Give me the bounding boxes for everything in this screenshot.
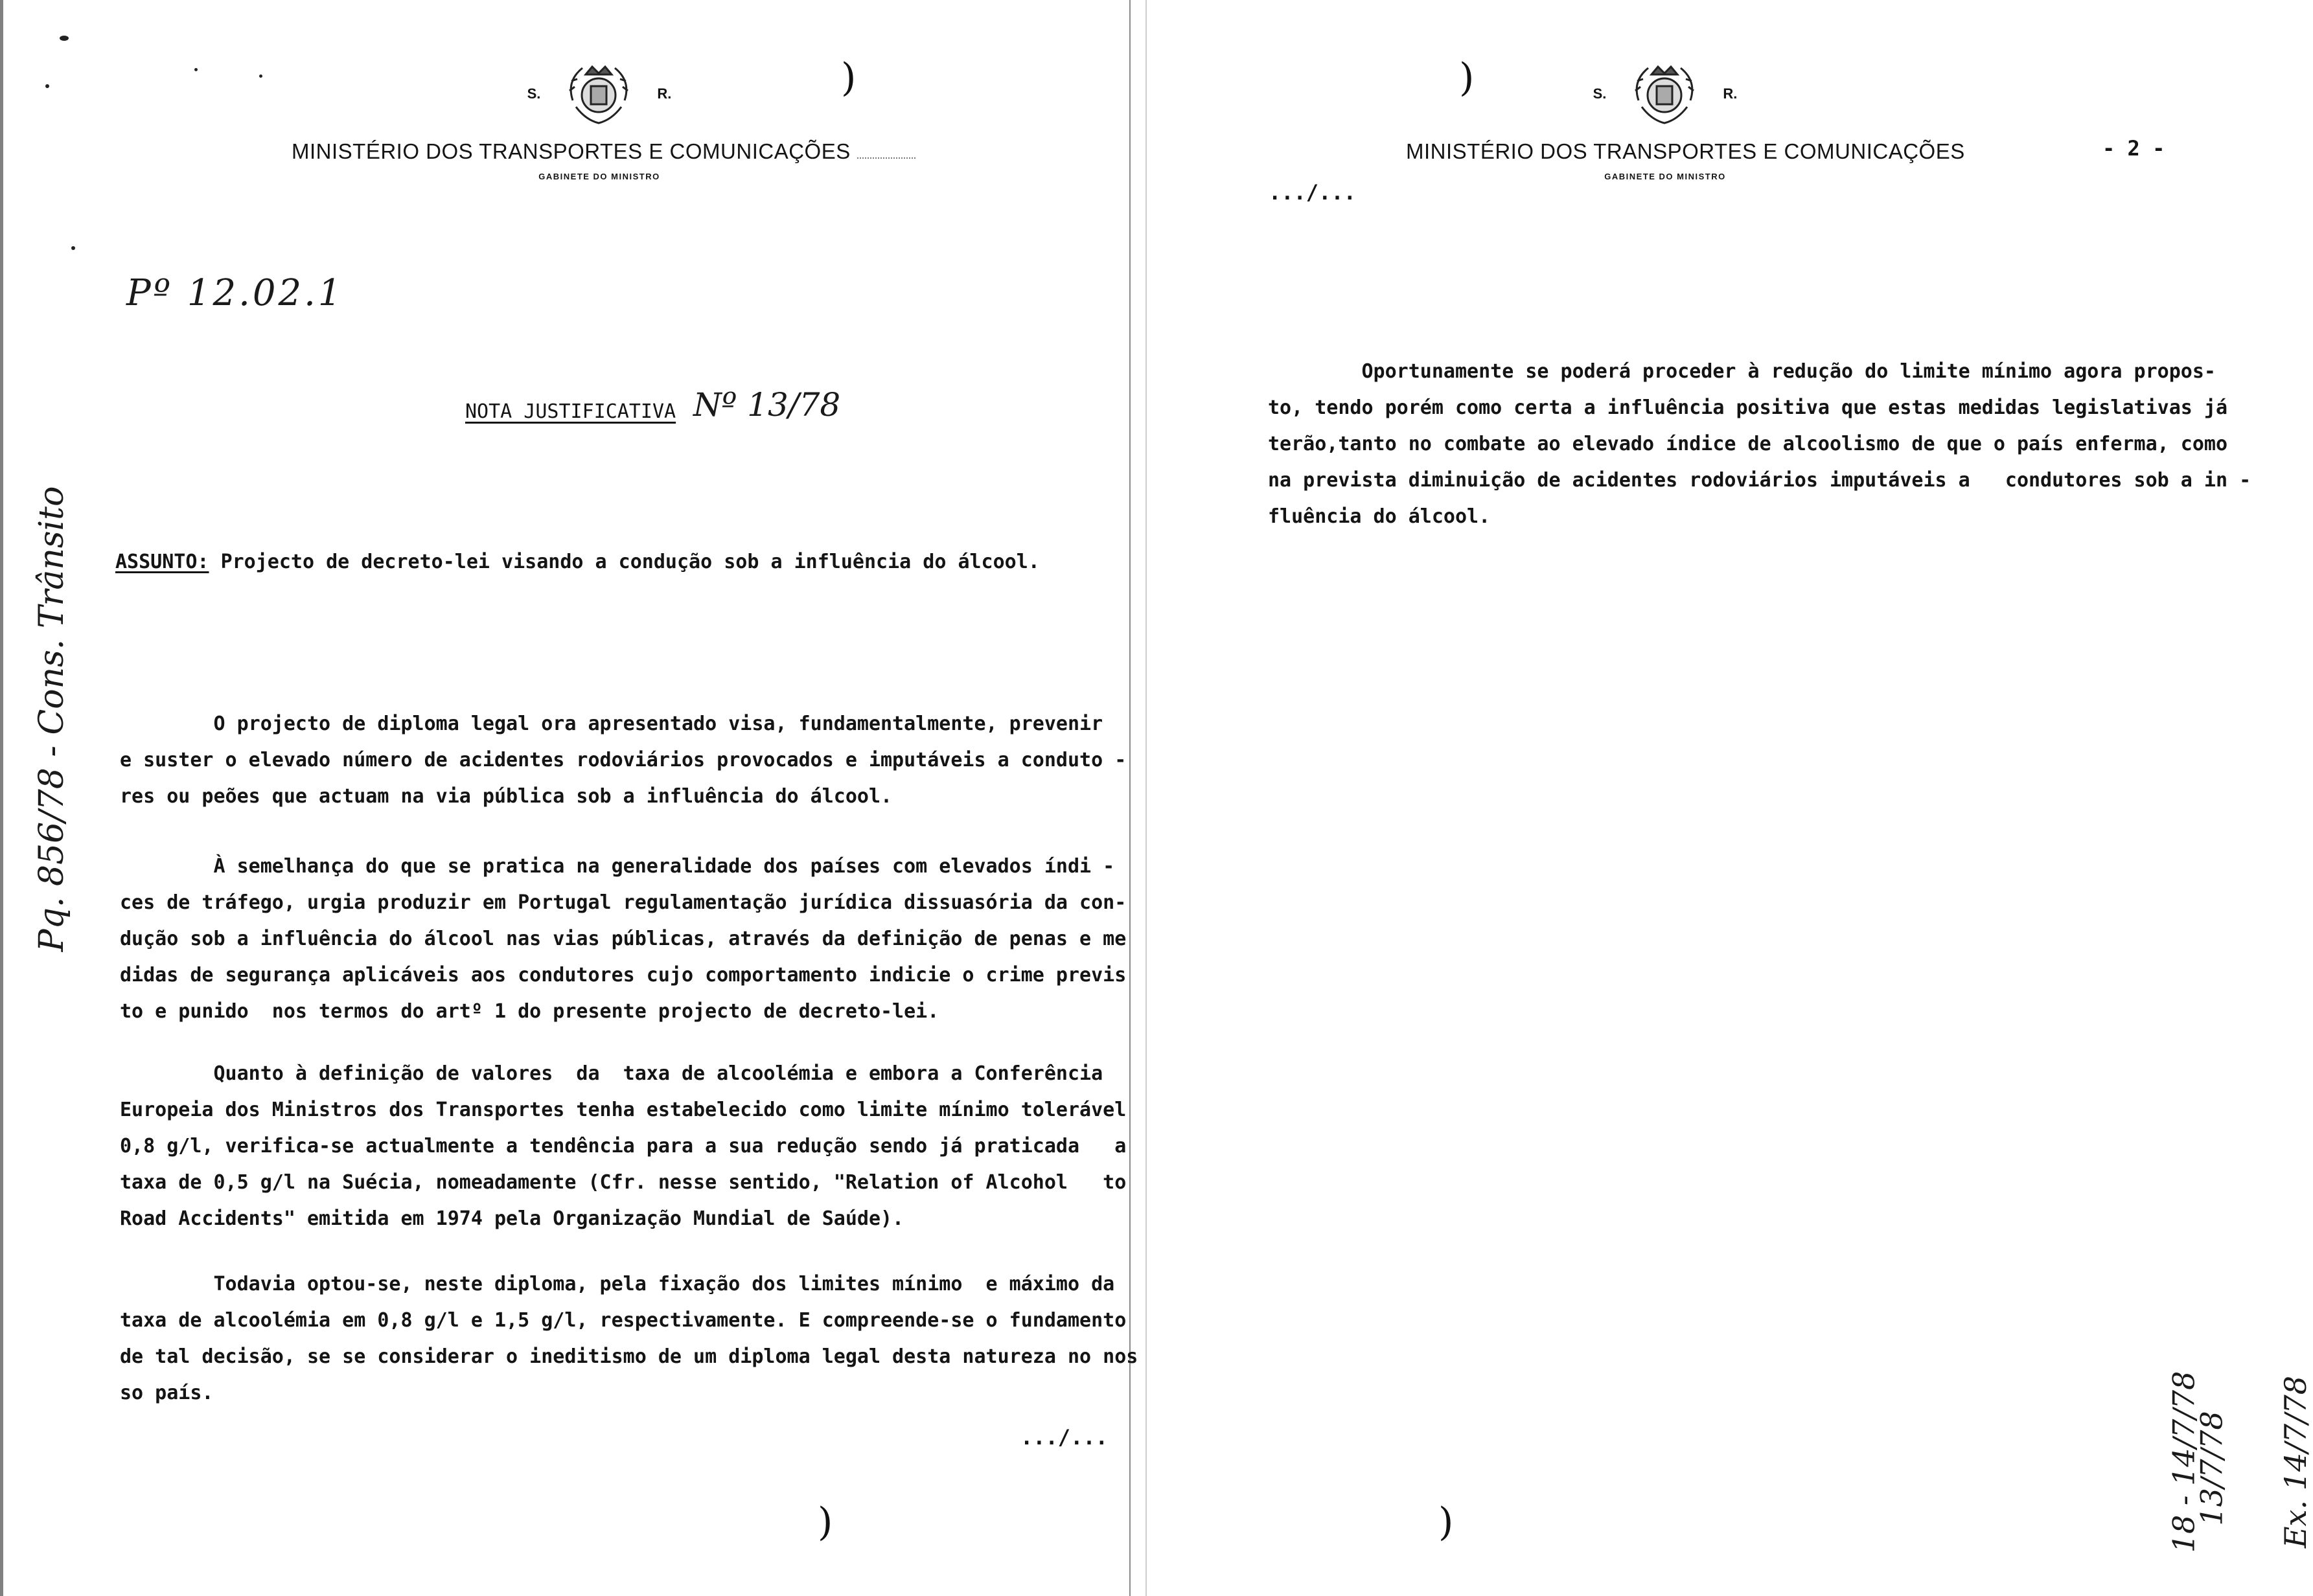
left-page — [0, 0, 1138, 1596]
handwritten-corner-note-2: 13/7/78 — [2194, 1411, 2229, 1526]
document-title: NOTA JUSTIFICATIVA — [465, 400, 676, 423]
coat-of-arms-icon — [560, 55, 638, 133]
scan-speck — [45, 84, 49, 88]
letterhead-letter-s: S. — [527, 86, 541, 102]
subject-label: ASSUNTO: — [115, 551, 209, 573]
scan-speck — [71, 246, 75, 250]
page-number: - 2 - — [2102, 136, 2165, 161]
hole-punch-mark: ) — [1459, 55, 1475, 100]
right-page — [1134, 0, 2270, 1596]
continuation-mark-top: .../... — [1269, 180, 1356, 205]
handwritten-side-note: Pq. 856/78 - Cons. Trânsito — [32, 486, 71, 952]
coat-of-arms-icon — [1626, 55, 1703, 133]
handwritten-note-number: Nº 13/78 — [693, 386, 841, 424]
scan-speck — [194, 68, 198, 71]
paragraph-4: Todavia optou-se, neste diploma, pela fixação dos limites mínimo e máximo da taxa de alcoolémia em 0,8 g/l e 1,5 g/l, respectivamente. E compreende-se o fundamento de tal decisão, se se considerar o ineditismo de um diploma legal desta natureza no nos so país. — [120, 1273, 1138, 1404]
scan-speck — [60, 36, 69, 41]
cabinet-name: GABINETE DO MINISTRO — [538, 172, 660, 181]
paragraph-3: Quanto à definição de valores da taxa de alcoolémia e embora a Conferência Europeia dos Ministros dos Transportes tenha estabelecido como limite mínimo tolerável 0,8 g/l, verifica-se actualmente a tendência para a sua redução sendo já praticada a taxa de 0,5 g/l na Suécia, nomeadamente (Cfr. nesse sentido, "Relation of Alcohol to Road Accidents" emitida em 1974 pela Organização Mundial de Saúde). — [120, 1062, 1127, 1230]
handwritten-process-number: Pº 12.02.1 — [126, 272, 344, 314]
letterhead-letter-s: S. — [1593, 86, 1607, 102]
scan-speck — [259, 74, 262, 78]
hole-punch-mark-bottom: ) — [818, 1499, 833, 1545]
ministry-name: MINISTÉRIO DOS TRANSPORTES E COMUNICAÇÕES — [1406, 139, 1965, 163]
letterhead-left — [292, 55, 907, 181]
hole-punch-mark-bottom: ) — [1438, 1499, 1454, 1545]
continuation-mark-bottom: .../... — [1020, 1425, 1108, 1450]
subject-text: Projecto de decreto-lei visando a condução sob a influência do álcool. — [220, 551, 1040, 573]
ministry-name: MINISTÉRIO DOS TRANSPORTES E COMUNICAÇÕES — [292, 139, 907, 164]
letterhead-right — [1406, 55, 1965, 181]
letterhead-letter-r: R. — [657, 86, 672, 102]
letterhead-letter-r: R. — [1723, 86, 1738, 102]
cabinet-name: GABINETE DO MINISTRO — [1604, 172, 1726, 181]
paragraph-5: Oportunamente se poderá proceder à redução do limite mínimo agora propos- to, tendo porém como certa a influência positiva que estas medidas legislativas já terão,tanto no combate ao elevado índice de alcoolismo de que o país enferma, como na prevista diminuição de acidentes rodoviários imputáveis a condutores sob a in - fluência do álcool. — [1268, 360, 2251, 528]
hole-punch-mark: ) — [841, 55, 857, 100]
paragraph-2: À semelhança do que se pratica na generalidade dos países com elevados índi - ces de tráfego, urgia produzir em Portugal regulamentação jurídica dissuasória da con- dução sob a influência do álcool nas vias públicas, através da definição de penas e me didas de segurança aplicáveis aos condutores cujo comportamento indicie o crime previs to e punido nos termos do artº 1 do presente projecto de decreto-lei. — [120, 855, 1127, 1023]
subject-line — [115, 551, 1040, 573]
paragraph-1: O projecto de diploma legal ora apresentado visa, fundamentalmente, prevenir e suster o elevado número de acidentes rodoviários provocados e imputáveis a conduto - res ou peões que actuam na via pública sob a influência do álcool. — [120, 712, 1127, 808]
handwritten-corner-note-1: 18 - 14/7/78 — [2166, 1371, 2202, 1553]
handwritten-corner-note-3: Ex. 14/7/78 — [2278, 1375, 2313, 1549]
